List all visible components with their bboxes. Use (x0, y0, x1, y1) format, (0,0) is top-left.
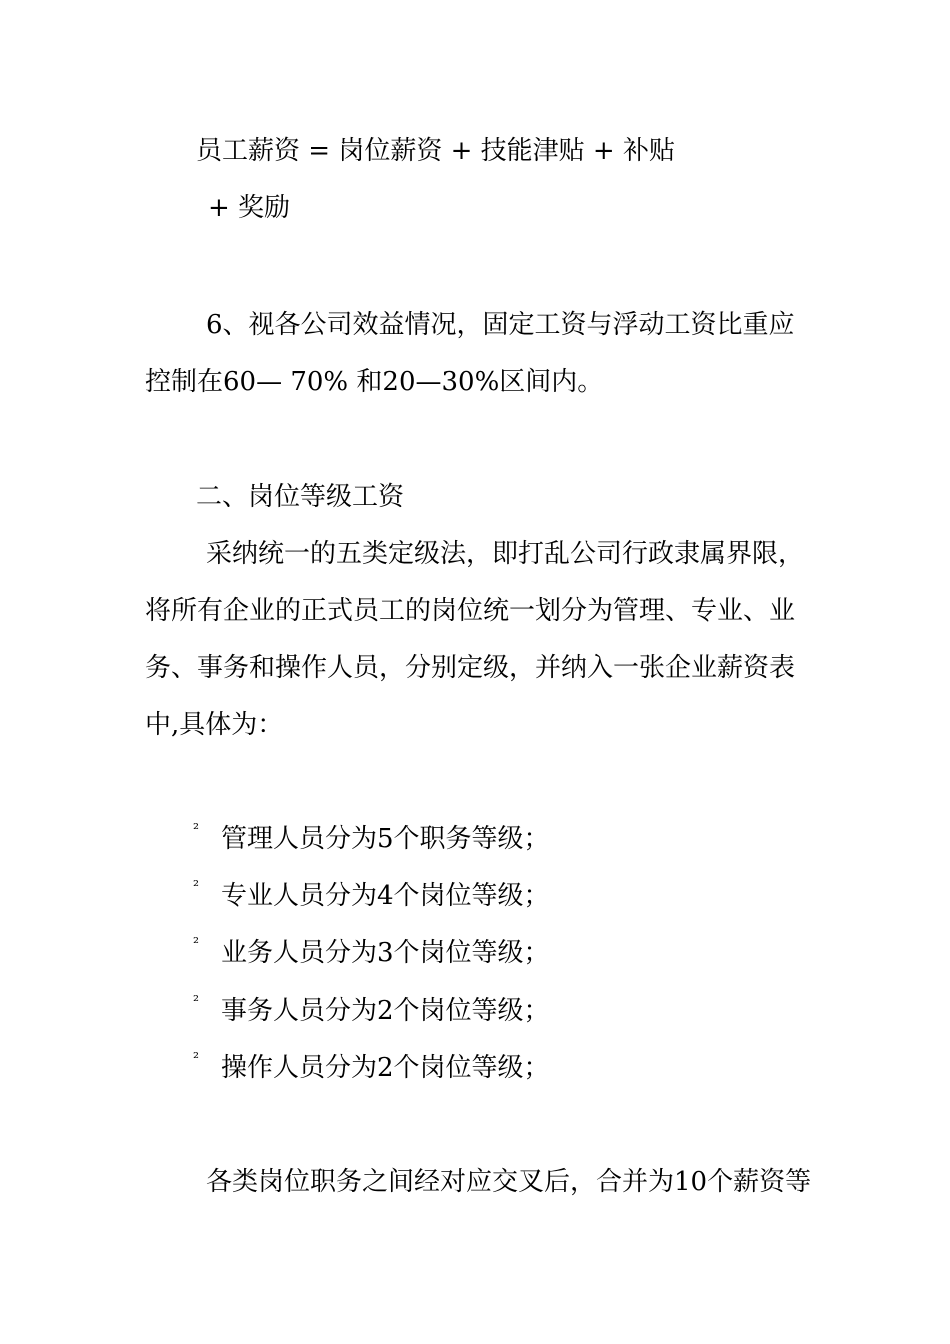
section-body-line-2: 将所有企业的正式员工的岗位统一划分为管理、专业、业 (145, 596, 796, 626)
bullet-text: 操作人员分为2个岗位等级； (221, 1053, 550, 1083)
bullet-marker: ² (193, 1049, 200, 1067)
section-body-line-3: 务、事务和操作人员，分别定级，并纳入一张企业薪资表 (145, 653, 796, 683)
bullet-text: 业务人员分为3个岗位等级； (221, 938, 550, 968)
section-body-line-4: 中,具体为： (145, 710, 284, 740)
formula-line-1: 员工薪资 = 岗位薪资 + 技能津贴 + 补贴 (196, 136, 675, 166)
bullet-text: 专业人员分为4个岗位等级； (221, 881, 550, 911)
bullet-marker: ² (193, 820, 200, 838)
paragraph-6-line-2: 控制在60— 70% 和20—30%区间内。 (145, 367, 604, 397)
bullet-text: 事务人员分为2个岗位等级； (221, 996, 550, 1026)
paragraph-6-line-1: 6、视各公司效益情况，固定工资与浮动工资比重应 (206, 310, 795, 340)
bullet-marker: ² (193, 877, 200, 895)
bullet-marker: ² (193, 992, 200, 1010)
bullet-text: 管理人员分为5个职务等级； (221, 824, 550, 854)
bullet-marker: ² (193, 934, 200, 952)
closing-line: 各类岗位职务之间经对应交叉后，合并为10个薪资等 (206, 1167, 812, 1197)
formula-line-2: + 奖励 (208, 193, 291, 223)
section-title: 二、岗位等级工资 (196, 482, 405, 512)
section-body-line-1: 采纳统一的五类定级法，即打乱公司行政隶属界限， (206, 539, 805, 569)
